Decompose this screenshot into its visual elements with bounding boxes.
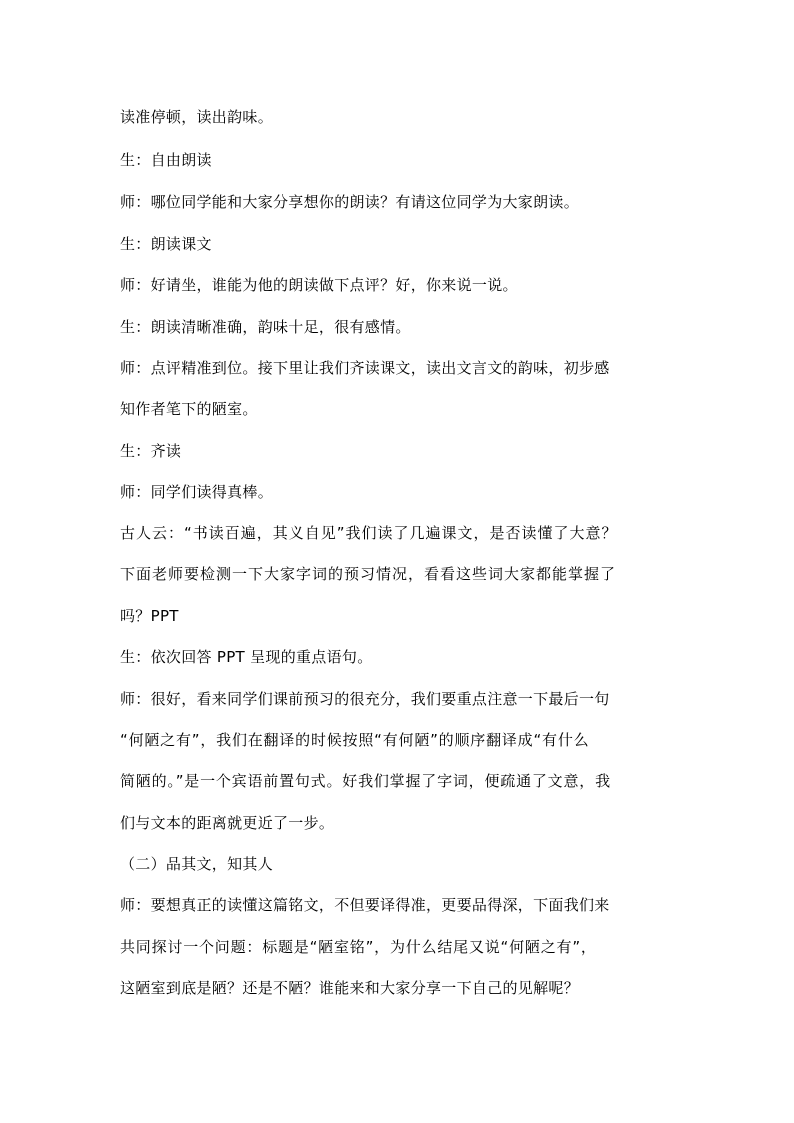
text-line: 生：齐读 (120, 442, 182, 460)
text-line: 生：朗读课文 (120, 235, 212, 253)
text-line: 读准停顿，读出韵味。 (120, 108, 274, 126)
text-line: 师：点评精准到位。接下里让我们齐读课文，读出文言文的韵味，初步感 (120, 359, 610, 377)
text-line: 生：自由朗读 (120, 151, 212, 169)
text-line: 古人云：“书读百遍，其义自见”我们读了几遍课文，是否读懂了大意？ (120, 524, 618, 542)
text-line: 知作者笔下的陋室。 (120, 400, 258, 418)
section-heading: （二）品其文，知其人 (120, 855, 274, 873)
text-line: 师：很好，看来同学们课前预习的很充分，我们要重点注意一下最后一句 (120, 690, 610, 708)
text-line: 师：好请坐，谁能为他的朗读做下点评？好，你来说一说。 (120, 276, 518, 294)
text-line: 这陋室到底是陋？还是不陋？谁能来和大家分享一下自己的见解呢？ (120, 979, 580, 997)
text-line: “何陋之有”，我们在翻译的时候按照“有何陋”的顺序翻译成“有什么 (120, 731, 590, 749)
text-line: 下面老师要检测一下大家字词的预习情况，看看这些词大家都能掌握了 (120, 565, 617, 583)
text-line: 们与文本的距离就更近了一步。 (120, 814, 335, 832)
text-line: 共同探讨一个问题：标题是“陋室铭”，为什么结尾又说“何陋之有”， (120, 938, 597, 956)
text-line: 简陋的。”是一个宾语前置句式。好我们掌握了字词，便疏通了文意，我 (120, 772, 611, 790)
text-line: 生：朗读清晰准确，韵味十足，很有感情。 (120, 318, 411, 336)
text-line: 生：依次回答 PPT 呈现的重点语句。 (120, 648, 373, 666)
text-line: 吗？PPT (120, 607, 179, 625)
text-line: 师：要想真正的读懂这篇铭文，不但要译得准，更要品得深，下面我们来 (120, 896, 610, 914)
text-line: 师：哪位同学能和大家分享想你的朗读？有请这位同学为大家朗读。 (120, 193, 580, 211)
text-line: 师：同学们读得真棒。 (120, 483, 274, 501)
